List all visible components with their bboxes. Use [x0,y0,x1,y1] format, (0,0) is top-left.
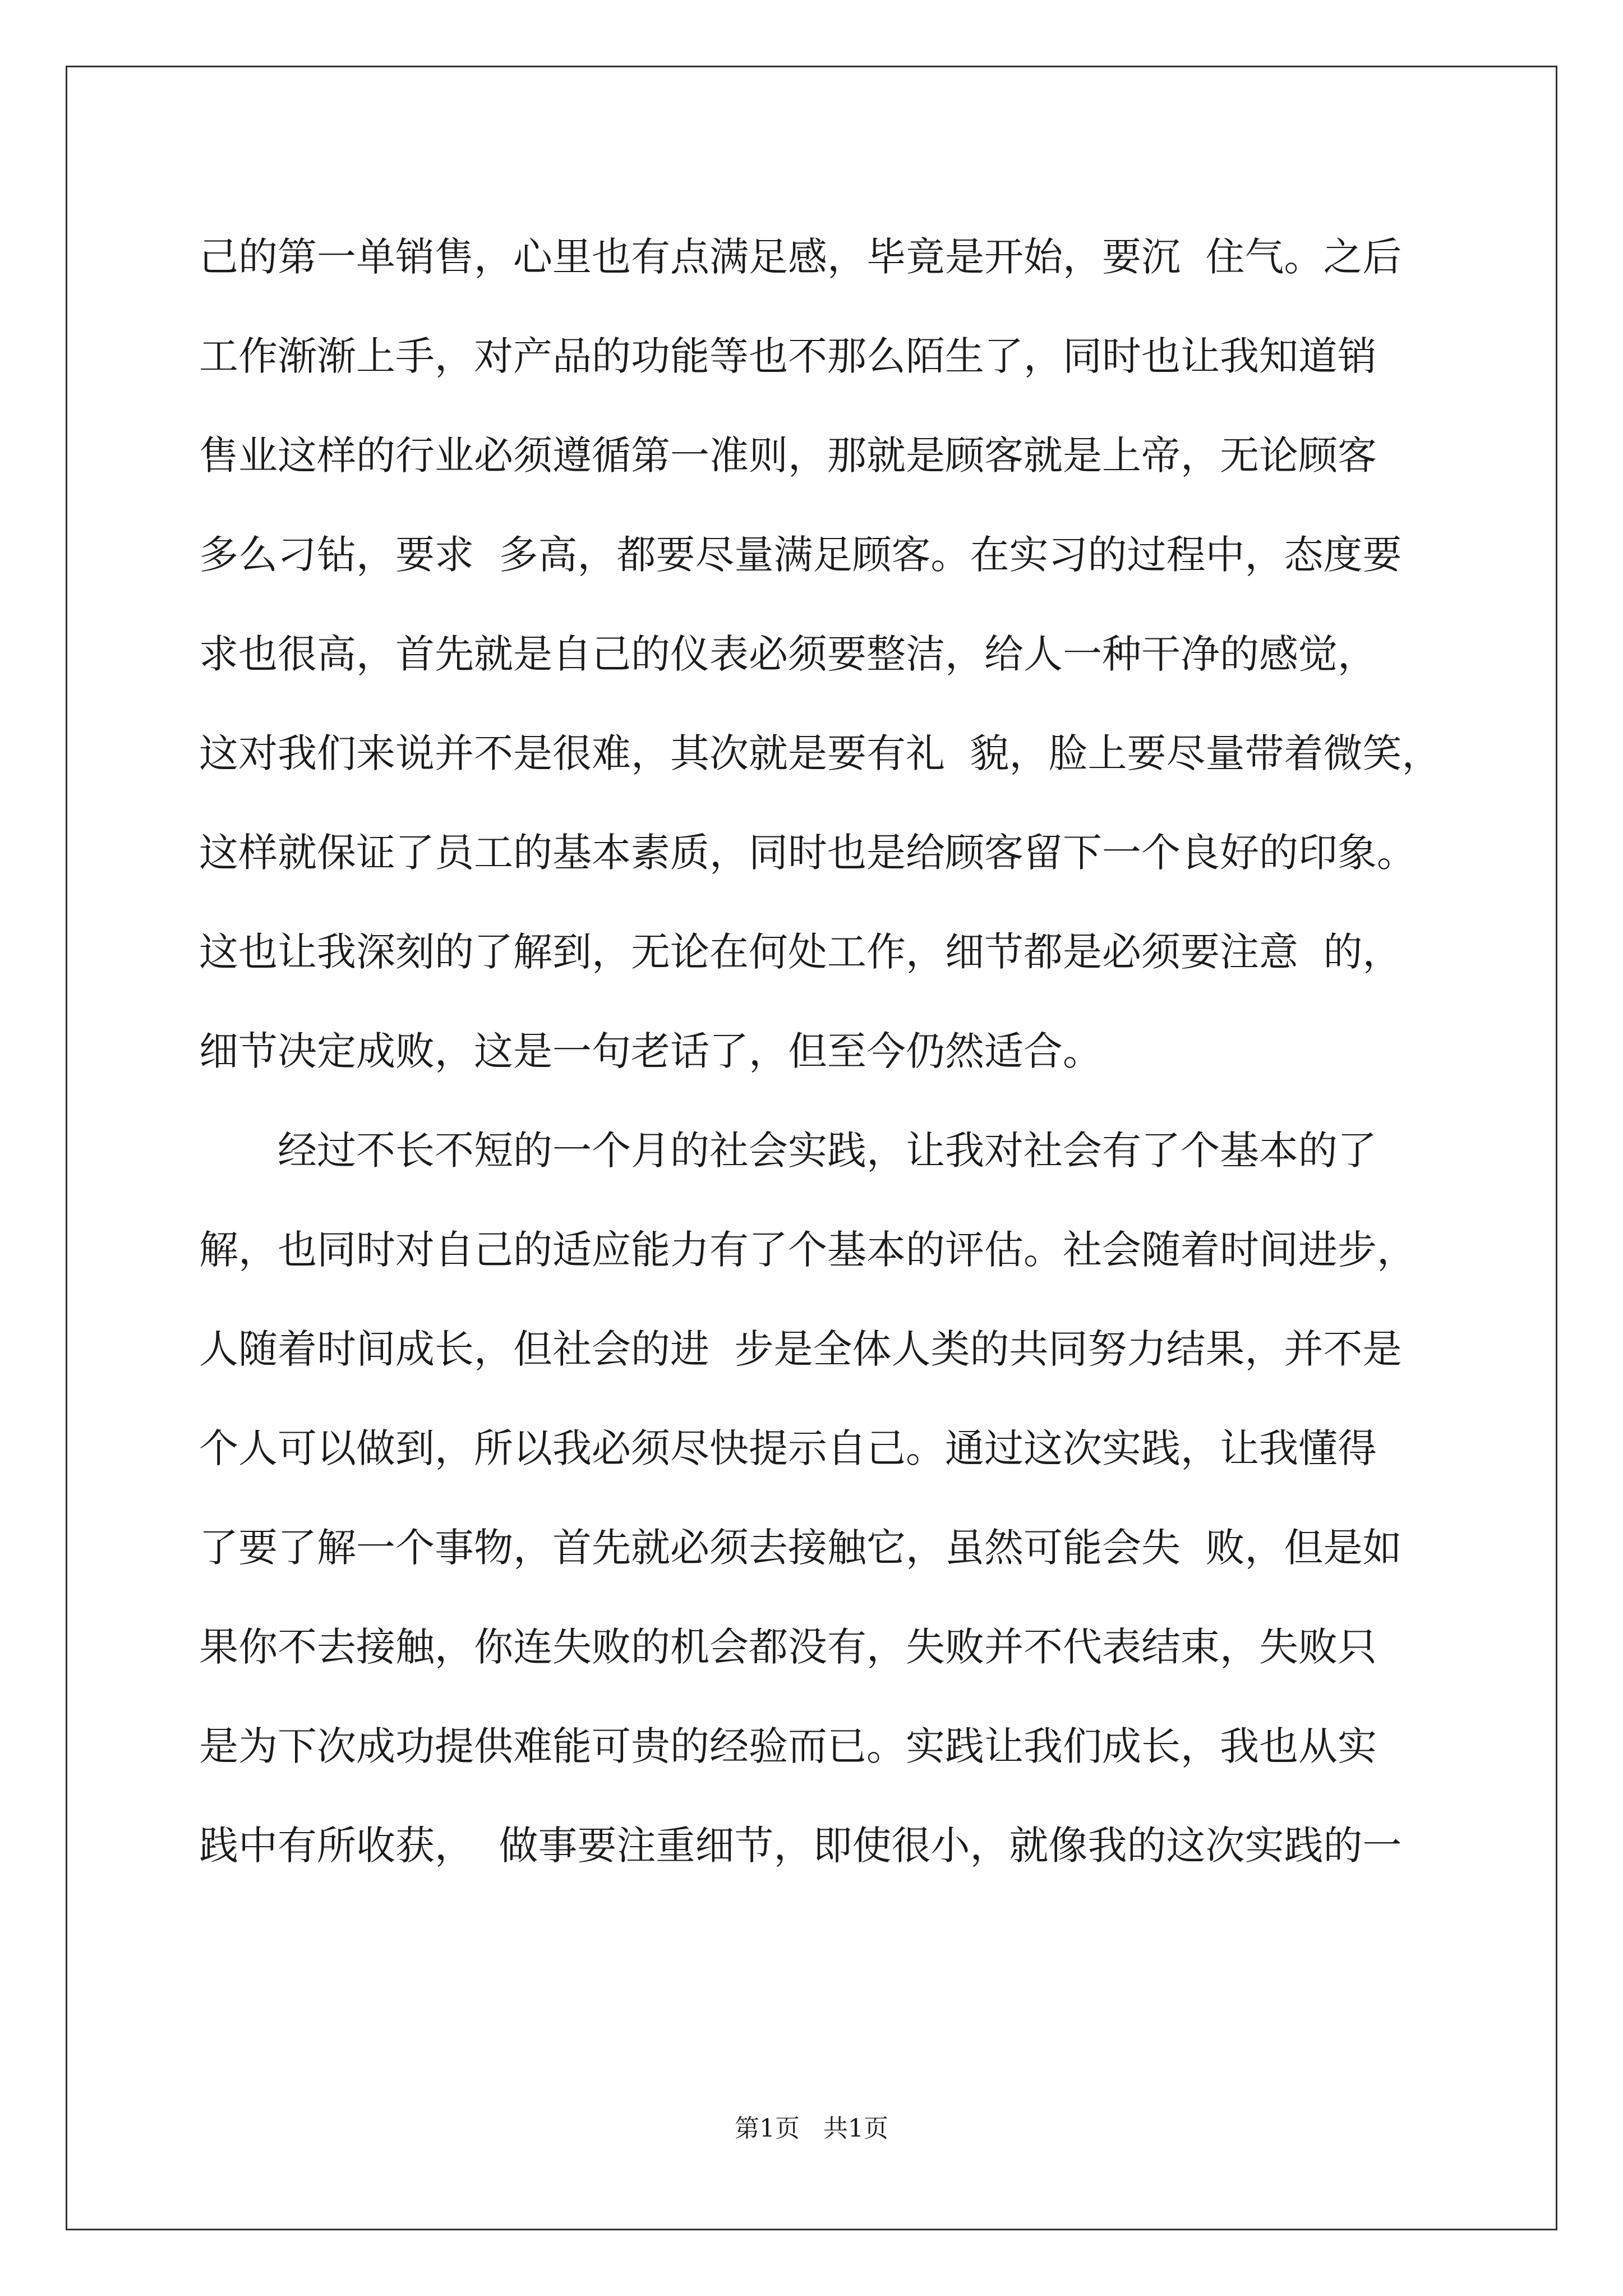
text-line: 这对我们来说并不是很难，其次就是要有礼 貌，脸上要尽量带着微笑， [199,730,1441,776]
text-line: 工作渐渐上手，对产品的功能等也不那么陌生了，同时也让我知道销 [199,333,1377,379]
text-line: 践中有所收获， 做事要注重细节，即使很小，就像我的这次实践的一 [199,1823,1402,1869]
text-line: 了要了解一个事物，首先就必须去接触它，虽然可能会失 败，但是如 [199,1525,1402,1571]
page-number-footer: 第1页 共1页 [735,2114,888,2143]
text-line: 果你不去接触，你连失败的机会都没有，失败并不代表结束，失败只 [199,1624,1377,1670]
text-line: 个人可以做到，所以我必须尽快提示自己。通过这次实践，让我懂得 [199,1425,1377,1471]
text-line: 细节决定成败，这是一句老话了，但至今仍然适合。 [199,1028,1102,1074]
text-line: 己的第一单销售，心里也有点满足感，毕竟是开始，要沉 住气。之后 [199,234,1402,280]
text-line: 解，也同时对自己的适应能力有了个基本的评估。社会随着时间进步， [199,1227,1416,1273]
text-line: 是为下次成功提供难能可贵的经验而已。实践让我们成长，我也从实 [199,1723,1377,1769]
text-line: 求也很高，首先就是自己的仪表必须要整洁，给人一种干净的感觉， [199,631,1377,677]
text-line: 这样就保证了员工的基本素质，同时也是给顾客留下一个良好的印象。 [199,830,1416,876]
text-line: 多么刁钻，要求 多高，都要尽量满足顾客。在实习的过程中，态度要 [199,532,1402,578]
text-line: 经过不长不短的一个月的社会实践，让我对社会有了个基本的了 [199,1128,1377,1174]
document-body [199,208,1441,1895]
text-line: 人随着时间成长，但社会的进 步是全体人类的共同努力结果，并不是 [199,1326,1402,1372]
text-line: 售业这样的行业必须遵循第一准则，那就是顾客就是上帝，无论顾客 [199,432,1377,478]
text-line: 这也让我深刻的了解到，无论在何处工作，细节都是必须要注意 的， [199,929,1402,975]
